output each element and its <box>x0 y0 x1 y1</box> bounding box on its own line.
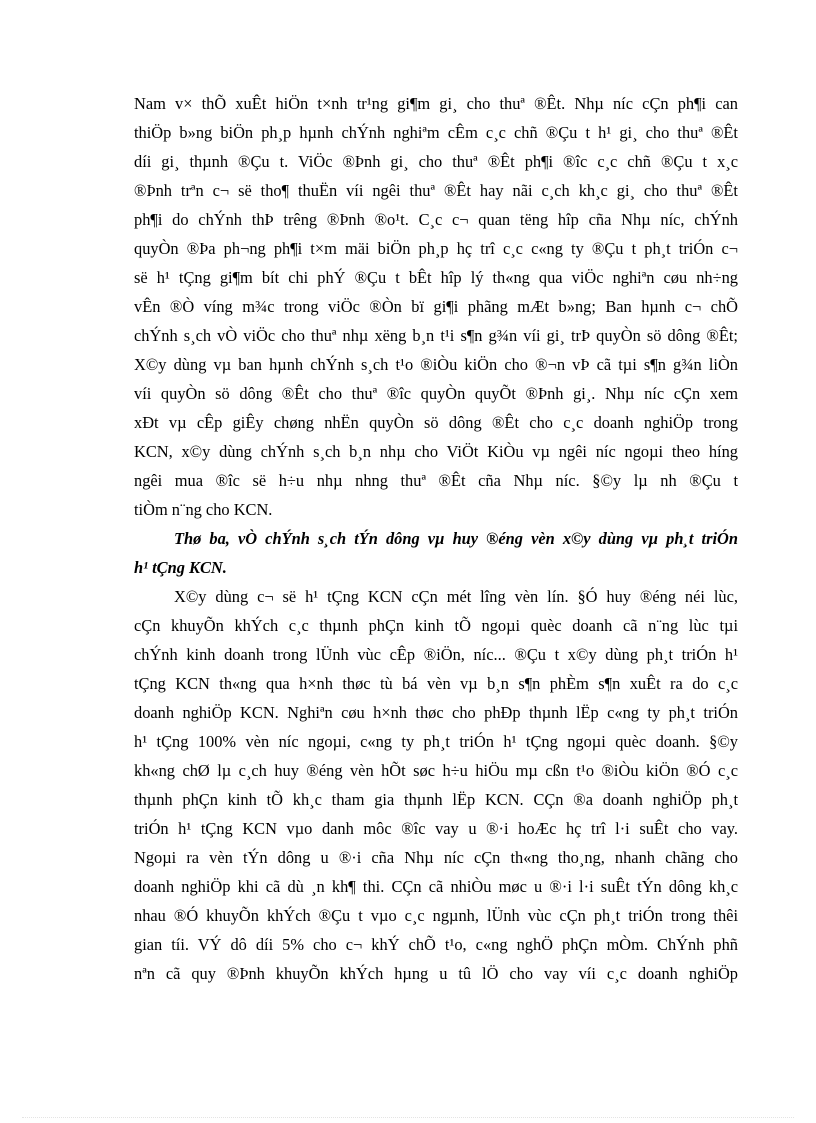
text-line: ph¶i do chÝnh thÞ trêng ®Þnh ®o¹t. C¸c c¬ quan tëng hîp cña Nhµ níc, chÝnh <box>134 210 738 229</box>
text-line: ®Þnh trªn c¬ së tho¶ thuËn víi ngêi thuª ®Êt hay nãi c¸ch kh¸c gi¸ cho thuª ®Êt <box>134 181 738 200</box>
text-line: nªn cã quy ®Þnh khuyÕn khÝch hµng u tû lÖ cho vay víi c¸c doanh nghiÖp <box>134 964 738 983</box>
text-line: së h¹ tÇng gi¶m bít chi phÝ ®Çu t bÊt hîp lý th«ng qua viÖc nghiªn cøu nh÷ng <box>134 268 738 287</box>
text-line: kh«ng chØ lµ c¸ch huy ®éng vèn hÕt søc h÷u hiÖu mµ cßn t¹o ®iÒu kiÖn ®Ó c¸c <box>134 761 738 780</box>
text-line: KCN, x©y dùng chÝnh s¸ch b¸n nhµ cho ViÖt KiÒu vµ ngêi níc ngoµi theo híng <box>134 442 738 461</box>
text-line: chÝnh kinh doanh trong lÜnh vùc cÊp ®iÖn, níc... ®Çu t x©y dùng ph¸t triÓn h¹ <box>134 645 738 664</box>
text-line: doanh nghiÖp KCN. Nghiªn cøu h×nh thøc cho phÐp thµnh lËp c«ng ty ph¸t triÓn <box>134 703 738 722</box>
text-line: thiÖp b»ng biÖn ph¸p hµnh chÝnh nghiªm cÊm c¸c chñ ®Çu t h¹ gi¸ cho thuª ®Êt <box>134 123 738 142</box>
text-line: vÊn ®Ò víng m¾c trong viÖc ®Òn bï gi¶i phãng mÆt b»ng; Ban hµnh c¬ chÕ <box>134 297 738 316</box>
text-line: tÇng KCN th«ng qua h×nh thøc tù bá vèn vµ b¸n s¶n phÈm s¶n xuÊt ra do c¸c <box>134 674 738 693</box>
text-line: ngêi mua ®îc së h÷u nhµ nhng thuª ®Êt cña Nhµ níc. §©y lµ nh ®Çu t <box>134 471 738 490</box>
text-line: nhau ®Ó khuyÕn khÝch ®Çu t vµo c¸c ngµnh, lÜnh vùc cÇn ph¸t triÓn trong thêi <box>134 906 738 925</box>
text-line: Nam v× thÕ xuÊt hiÖn t×nh tr¹ng gi¶m gi¸ cho thuª ®Êt. Nhµ níc cÇn ph¶i can <box>134 94 738 113</box>
paragraph-1 <box>134 89 738 524</box>
text-line: thµnh phÇn kinh tÕ kh¸c tham gia thµnh lËp KCN. CÇn ®a doanh nghiÖp ph¸t <box>134 790 738 809</box>
text-line: triÓn h¹ tÇng KCN vµo danh môc ®îc vay u ®·i hoÆc hç trî l·i suÊt cho vay. <box>134 819 738 838</box>
text-line: h¹ tÇng 100% vèn níc ngoµi, c«ng ty ph¸t triÓn h¹ tÇng ngoµi quèc doanh. §©y <box>134 732 738 751</box>
text-line: doanh nghiÖp khi cã dù ¸n kh¶ thi. CÇn cã nhiÒu møc u ®·i l·i suÊt tÝn dông kh¸c <box>134 877 738 896</box>
text-line: Ngoµi ra vèn tÝn dông u ®·i cña Nhµ níc cÇn th«ng tho¸ng, nhanh chãng cho <box>134 848 738 867</box>
text-line: cÇn khuyÕn khÝch c¸c thµnh phÇn kinh tÕ ngoµi quèc doanh cã n¨ng lùc tµi <box>134 616 738 635</box>
text-line: xÐt vµ cÊp giÊy chøng nhËn quyÒn sö dông ®Êt cho c¸c doanh nghiÖp trong <box>134 413 738 432</box>
heading-line: h¹ tÇng KCN. <box>134 558 227 577</box>
text-line: X©y dùng vµ ban hµnh chÝnh s¸ch t¹o ®iÒu kiÖn cho ®¬n vÞ cã tµi s¶n g¾n liÒn <box>134 355 738 374</box>
document-page <box>134 89 738 988</box>
text-line: gian tíi. VÝ dô díi 5% cho c¬ khÝ chÕ t¹o, c«ng nghÖ phÇn mÒm. ChÝnh phñ <box>134 935 738 954</box>
paragraph-2 <box>134 582 738 988</box>
text-line: tiÒm n¨ng cho KCN. <box>134 500 273 519</box>
text-line: víi quyÒn sö dông ®Êt cho thuª ®îc quyÒn quyÕt ®Þnh gi¸. Nhµ níc cÇn xem <box>134 384 738 403</box>
text-line: díi gi¸ thµnh ®Çu t. ViÖc ®Þnh gi¸ cho thuª ®Êt ph¶i ®îc c¸c chñ ®Çu t x¸c <box>134 152 738 171</box>
text-line: chÝnh s¸ch vÒ viÖc cho thuª nhµ xëng b¸n t¹i s¶n g¾n víi gi¸ trÞ quyÒn sö dông ®Êt; <box>134 326 738 345</box>
text-line: quyÒn ®Þa ph¬ng ph¶i t×m mäi biÖn ph¸p hç trî c¸c c«ng ty ®Çu t ph¸t triÓn c¬ <box>134 239 738 258</box>
text-line: X©y dùng c¬ së h¹ tÇng KCN cÇn mét lîng vèn lín. §Ó huy ®éng néi lùc, <box>174 587 738 606</box>
page-bottom-divider <box>22 1117 794 1118</box>
section-heading <box>134 524 738 582</box>
heading-line: Thø ba, vÒ chÝnh s¸ch tÝn dông vµ huy ®éng vèn x©y dùng vµ ph¸t triÓn <box>174 529 738 548</box>
